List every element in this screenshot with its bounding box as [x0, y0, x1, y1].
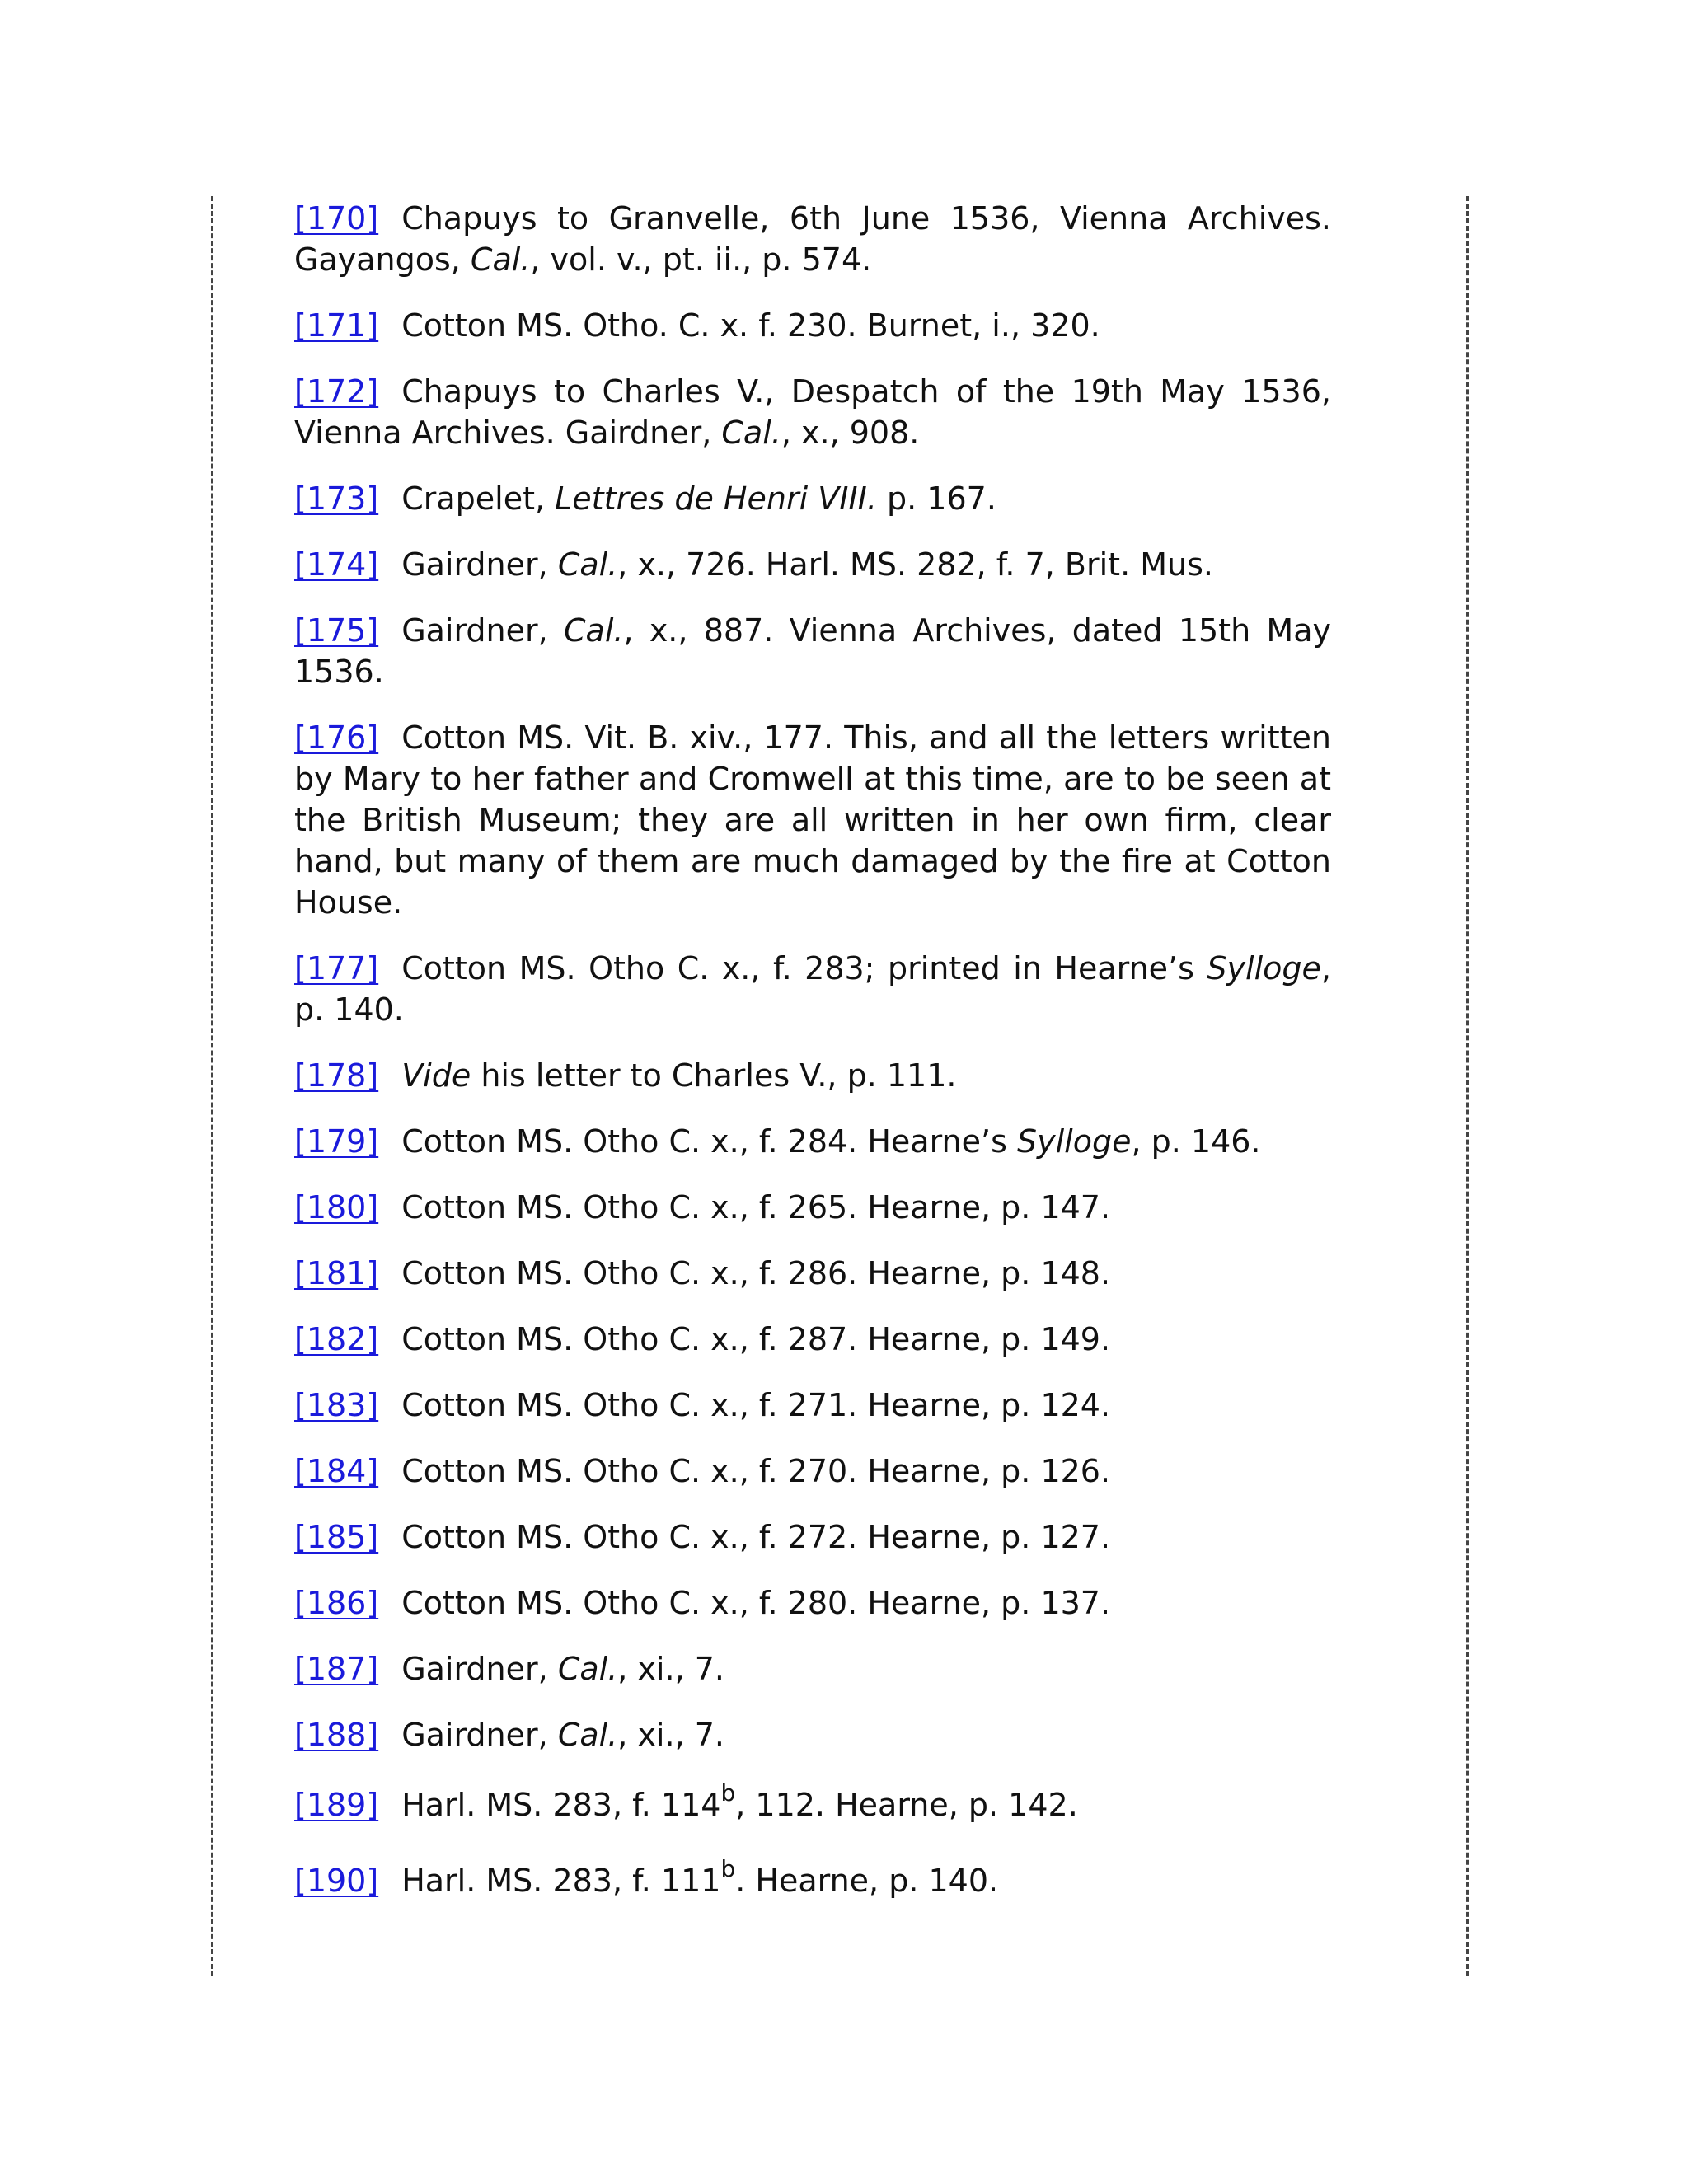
footnote-backlink[interactable]: [181]: [294, 1255, 379, 1291]
footnote-text: Crapelet,: [401, 480, 556, 517]
footnote-text: Cotton MS. Otho C. x., f. 287. Hearne, p. 149.: [401, 1321, 1111, 1357]
footnote-item: [294, 1121, 1331, 1162]
footnote-item: [294, 610, 1331, 692]
footnote-backlink[interactable]: [173]: [294, 480, 379, 517]
footnote-text: p. 167.: [876, 480, 996, 517]
footnote-text: Cotton MS. Otho. C. x. f. 230. Burnet, i., 320.: [401, 307, 1100, 344]
footnote-item: [294, 1780, 1331, 1830]
italic-text: Cal.: [721, 415, 781, 451]
footnote-text: Cotton MS. Otho C. x., f. 283; printed in Hearne’s: [401, 950, 1207, 987]
footnote-text: , x., 908.: [781, 415, 920, 451]
footnote-text: Harl. MS. 283, f. 114: [401, 1787, 721, 1823]
footnote-backlink[interactable]: [189]: [294, 1787, 379, 1823]
footnote-backlink[interactable]: [172]: [294, 373, 379, 410]
right-dashed-rule: [1466, 196, 1469, 1976]
footnote-text: , xi., 7.: [617, 1717, 724, 1753]
footnote-backlink[interactable]: [186]: [294, 1585, 379, 1621]
italic-text: Cal.: [470, 241, 531, 278]
footnote-text: . Hearne, p. 140.: [735, 1863, 999, 1899]
italic-text: Sylloge: [1207, 950, 1321, 987]
footnote-backlink[interactable]: [188]: [294, 1717, 379, 1753]
italic-text: Cal.: [557, 1651, 618, 1687]
italic-text: Vide: [401, 1057, 471, 1094]
footnote-text: Harl. MS. 283, f. 111: [401, 1863, 721, 1899]
footnote-item: [294, 305, 1331, 346]
footnote-item: [294, 1451, 1331, 1492]
footnote-text: , x., 726. Harl. MS. 282, f. 7, Brit. Mus.: [617, 546, 1213, 583]
footnote-backlink[interactable]: [183]: [294, 1387, 379, 1423]
footnote-text: , p. 146.: [1131, 1123, 1261, 1160]
footnote-text: Cotton MS. Vit. B. xiv., 177. This, and all the letters written by Mary to her father and Cromwell at this time, are to be seen at the British Museum; they are all written in her own firm, clear hand, but many of them are much damaged by the fire at Cotton House.: [294, 719, 1331, 921]
footnote-item: [294, 1516, 1331, 1558]
footnote-text: Chapuys to Granvelle, 6th June 1536, Vienna Archives. Gayangos,: [294, 200, 1331, 278]
footnote-item: [294, 198, 1331, 280]
footnote-backlink[interactable]: [184]: [294, 1453, 379, 1489]
footnote-item: [294, 1385, 1331, 1426]
footnote-backlink[interactable]: [174]: [294, 546, 379, 583]
footnote-item: [294, 1055, 1331, 1096]
footnote-text: Cotton MS. Otho C. x., f. 270. Hearne, p. 126.: [401, 1453, 1111, 1489]
footnote-backlink[interactable]: [171]: [294, 307, 379, 344]
footnote-item: [294, 1714, 1331, 1755]
footnote-item: [294, 1253, 1331, 1294]
footnote-text: Cotton MS. Otho C. x., f. 271. Hearne, p. 124.: [401, 1387, 1111, 1423]
footnote-text: Cotton MS. Otho C. x., f. 286. Hearne, p. 148.: [401, 1255, 1111, 1291]
footnote-text: , x., 887. Vienna Archives, dated 15th May 1536.: [294, 612, 1331, 690]
footnote-item: [294, 544, 1331, 585]
italic-text: Cal.: [564, 612, 624, 649]
footnote-text: Cotton MS. Otho C. x., f. 272. Hearne, p. 127.: [401, 1519, 1111, 1555]
footnote-text: , xi., 7.: [617, 1651, 724, 1687]
footnote-text: Cotton MS. Otho C. x., f. 280. Hearne, p. 137.: [401, 1585, 1111, 1621]
footnote-list: [294, 198, 1331, 1932]
footnote-text: Gairdner,: [401, 1717, 558, 1753]
footnote-text: Gairdner,: [401, 612, 564, 649]
superscript-text: b: [720, 1855, 736, 1883]
footnote-item: [294, 371, 1331, 453]
footnote-backlink[interactable]: [187]: [294, 1651, 379, 1687]
footnote-text: Cotton MS. Otho C. x., f. 265. Hearne, p. 147.: [401, 1189, 1111, 1226]
footnote-text: his letter to Charles V., p. 111.: [471, 1057, 957, 1094]
footnote-item: [294, 1648, 1331, 1690]
footnote-text: Cotton MS. Otho C. x., f. 284. Hearne’s: [401, 1123, 1017, 1160]
footnote-item: [294, 1856, 1331, 1905]
footnote-backlink[interactable]: [175]: [294, 612, 379, 649]
footnote-text: Gairdner,: [401, 1651, 558, 1687]
footnote-backlink[interactable]: [176]: [294, 719, 379, 756]
italic-text: Cal.: [557, 1717, 618, 1753]
footnote-item: [294, 1319, 1331, 1360]
footnote-backlink[interactable]: [179]: [294, 1123, 379, 1160]
footnote-backlink[interactable]: [180]: [294, 1189, 379, 1226]
footnote-text: , 112. Hearne, p. 142.: [735, 1787, 1078, 1823]
italic-text: Lettres de Henri VIII.: [555, 480, 877, 517]
footnote-backlink[interactable]: [178]: [294, 1057, 379, 1094]
footnote-backlink[interactable]: [182]: [294, 1321, 379, 1357]
footnote-backlink[interactable]: [177]: [294, 950, 379, 987]
footnote-text: , vol. v., pt. ii., p. 574.: [530, 241, 872, 278]
footnote-text: , p. 140.: [294, 950, 1331, 1028]
italic-text: Sylloge: [1016, 1123, 1132, 1160]
footnote-text: Chapuys to Charles V., Despatch of the 19th May 1536, Vienna Archives. Gairdner,: [294, 373, 1331, 451]
superscript-text: b: [720, 1779, 736, 1807]
footnote-backlink[interactable]: [170]: [294, 200, 379, 237]
footnote-item: [294, 478, 1331, 519]
left-dashed-rule: [211, 196, 213, 1976]
footnote-backlink[interactable]: [190]: [294, 1863, 379, 1899]
footnote-item: [294, 1187, 1331, 1228]
italic-text: Cal.: [557, 546, 618, 583]
footnote-backlink[interactable]: [185]: [294, 1519, 379, 1555]
footnote-text: Gairdner,: [401, 546, 558, 583]
footnote-item: [294, 1582, 1331, 1624]
footnote-item: [294, 717, 1331, 923]
footnote-item: [294, 948, 1331, 1030]
